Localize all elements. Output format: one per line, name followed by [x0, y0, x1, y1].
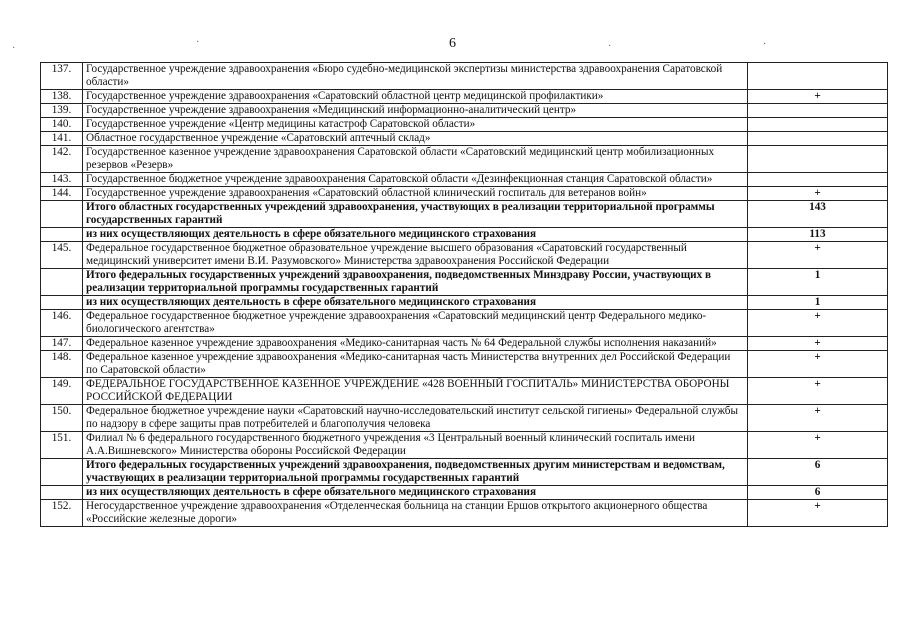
oms-mark	[748, 104, 888, 118]
oms-mark: +	[748, 500, 888, 527]
institution-name: Государственное казенное учреждение здравоохранения Саратовской области «Саратовский медицинский центр мобилизационных резервов «Резерв»	[83, 146, 748, 173]
institutions-table	[40, 62, 888, 527]
row-number: 145.	[41, 242, 83, 269]
oms-mark: +	[748, 310, 888, 337]
table-row	[41, 378, 888, 405]
total-count: 6	[748, 459, 888, 486]
table-row	[41, 63, 888, 90]
total-row	[41, 228, 888, 242]
oms-mark: +	[748, 432, 888, 459]
scan-speck: ·	[608, 41, 612, 52]
row-number-empty	[41, 486, 83, 500]
oms-mark	[748, 118, 888, 132]
row-number: 140.	[41, 118, 83, 132]
institution-name: Филиал № 6 федерального государственного бюджетного учреждения «3 Центральный военный клинический госпиталь имени А.А.Вишневского» Министерства обороны Российской Федерации	[83, 432, 748, 459]
oms-mark: +	[748, 405, 888, 432]
row-number: 151.	[41, 432, 83, 459]
table-row	[41, 132, 888, 146]
row-number: 138.	[41, 90, 83, 104]
table-row	[41, 310, 888, 337]
table-row	[41, 118, 888, 132]
row-number: 137.	[41, 63, 83, 90]
institution-name: Федеральное казенное учреждение здравоохранения «Медико-санитарная часть Министерства внутренних дел Российской Федерации по Саратовской области»	[83, 351, 748, 378]
institution-name: Государственное учреждение здравоохранения «Бюро судебно-медицинской экспертизы министерства здравоохранения Саратовской области»	[83, 63, 748, 90]
table-row	[41, 337, 888, 351]
total-count: 6	[748, 486, 888, 500]
total-count: 113	[748, 228, 888, 242]
total-count: 1	[748, 269, 888, 296]
scan-speck: ·	[196, 37, 200, 48]
row-number: 146.	[41, 310, 83, 337]
row-number-empty	[41, 269, 83, 296]
table-row	[41, 90, 888, 104]
row-number-empty	[41, 201, 83, 228]
row-number-empty	[41, 459, 83, 486]
table-row	[41, 432, 888, 459]
oms-mark	[748, 63, 888, 90]
oms-mark	[748, 173, 888, 187]
row-number: 141.	[41, 132, 83, 146]
oms-mark: +	[748, 337, 888, 351]
table-row	[41, 405, 888, 432]
total-count: 1	[748, 296, 888, 310]
institution-name: Государственное учреждение здравоохранения «Саратовский областной центр медицинской профилактики»	[83, 90, 748, 104]
oms-mark	[748, 146, 888, 173]
page-number: 6	[449, 36, 456, 51]
table-row	[41, 351, 888, 378]
row-number: 144.	[41, 187, 83, 201]
institution-name: Государственное учреждение здравоохранения «Медицинский информационно-аналитический центр»	[83, 104, 748, 118]
total-count: 143	[748, 201, 888, 228]
institution-name: Федеральное бюджетное учреждение науки «Саратовский научно-исследовательский институт сельской гигиены» Федеральной службы по надзору в сфере защиты прав потребителей и благополучия человека	[83, 405, 748, 432]
scan-speck: ·	[763, 39, 767, 50]
scan-speck: ·	[12, 43, 16, 54]
total-row	[41, 269, 888, 296]
row-number: 148.	[41, 351, 83, 378]
institution-name: ФЕДЕРАЛЬНОЕ ГОСУДАРСТВЕННОЕ КАЗЕННОЕ УЧРЕЖДЕНИЕ «428 ВОЕННЫЙ ГОСПИТАЛЬ» МИНИСТЕРСТВА ОБОРОНЫ РОССИЙСКОЙ ФЕДЕРАЦИИ	[83, 378, 748, 405]
total-row	[41, 201, 888, 228]
total-label: из них осуществляющих деятельность в сфере обязательного медицинского страхования	[83, 486, 748, 500]
table-row	[41, 500, 888, 527]
total-label: Итого федеральных государственных учреждений здравоохранения, подведомственных другим министерствам и ведомствам, участвующих в реализации территориальной программы государственных гарантий	[83, 459, 748, 486]
table-row	[41, 187, 888, 201]
oms-mark: +	[748, 90, 888, 104]
total-label: Итого федеральных государственных учреждений здравоохранения, подведомственных Минздраву России, участвующих в реализации территориальной программы государственных гарантий	[83, 269, 748, 296]
institution-name: Государственное учреждение «Центр медицины катастроф Саратовской области»	[83, 118, 748, 132]
row-number: 139.	[41, 104, 83, 118]
total-label: из них осуществляющих деятельность в сфере обязательного медицинского страхования	[83, 228, 748, 242]
row-number: 143.	[41, 173, 83, 187]
table-row	[41, 104, 888, 118]
table-row	[41, 173, 888, 187]
institution-name: Федеральное государственное бюджетное образовательное учреждение высшего образования «Саратовский государственный медицинский университет имени В.И. Разумовского» Министерства здравоохранения Российской Федерации	[83, 242, 748, 269]
institution-name: Федеральное казенное учреждение здравоохранения «Медико-санитарная часть № 64 Федеральной службы исполнения наказаний»	[83, 337, 748, 351]
oms-mark: +	[748, 187, 888, 201]
row-number-empty	[41, 228, 83, 242]
total-label: из них осуществляющих деятельность в сфере обязательного медицинского страхования	[83, 296, 748, 310]
oms-mark	[748, 132, 888, 146]
table-row	[41, 146, 888, 173]
oms-mark: +	[748, 242, 888, 269]
institution-name: Государственное учреждение здравоохранения «Саратовский областной клинический госпиталь для ветеранов войн»	[83, 187, 748, 201]
row-number: 152.	[41, 500, 83, 527]
total-row	[41, 459, 888, 486]
oms-mark: +	[748, 378, 888, 405]
total-row	[41, 296, 888, 310]
row-number: 150.	[41, 405, 83, 432]
total-label: Итого областных государственных учреждений здравоохранения, участвующих в реализации территориальной программы государственных гарантий	[83, 201, 748, 228]
row-number: 142.	[41, 146, 83, 173]
institution-name: Областное государственное учреждение «Саратовский аптечный склад»	[83, 132, 748, 146]
institution-name: Негосударственное учреждение здравоохранения «Отделенческая больница на станции Ершов открытого акционерного общества «Российские железные дороги»	[83, 500, 748, 527]
row-number: 147.	[41, 337, 83, 351]
oms-mark: +	[748, 351, 888, 378]
row-number-empty	[41, 296, 83, 310]
total-row	[41, 486, 888, 500]
table-row	[41, 242, 888, 269]
row-number: 149.	[41, 378, 83, 405]
institution-name: Государственное бюджетное учреждение здравоохранения Саратовской области «Дезинфекционная станция Саратовской области»	[83, 173, 748, 187]
institution-name: Федеральное государственное бюджетное учреждение здравоохранения «Саратовский медицинский центр Федерального медико-биологического агентства»	[83, 310, 748, 337]
